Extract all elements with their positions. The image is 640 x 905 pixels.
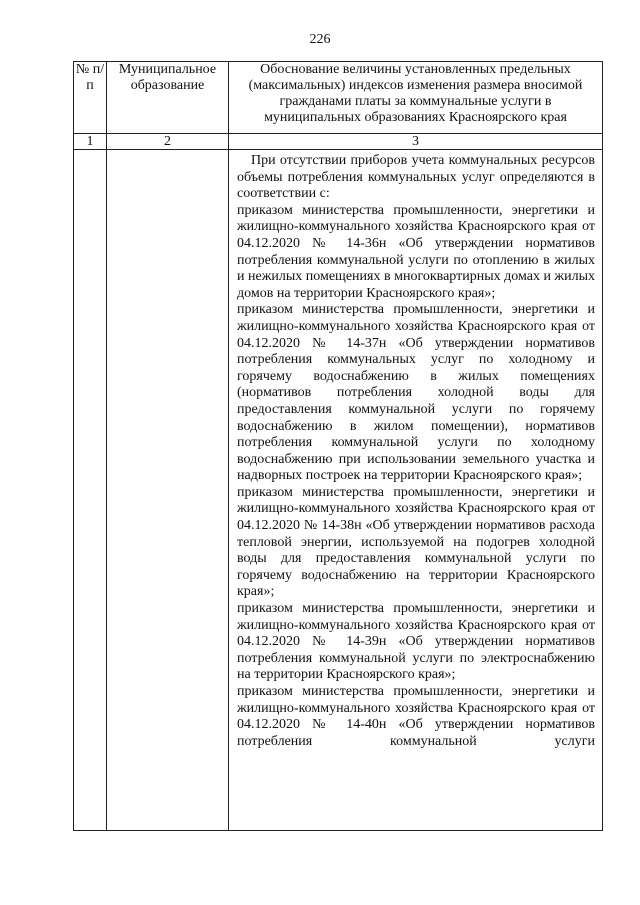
body-municipality-cell [107, 150, 229, 831]
header-justification-cell [229, 62, 603, 134]
table-header-row [74, 62, 603, 134]
paragraph-order-14-38n: приказом министерства промышленности, энергетики и жилищно-коммунального хозяйства Красноярского края от 04.12.2020 № 14-38н «Об утверждении нормативов расхода тепловой энергии, используемой на подогрев холодной воды для предоставления коммунальной услуги по горячему водоснабжению на территории Красноярского края»; [237, 484, 595, 600]
page-number: 226 [309, 32, 331, 47]
header-justification-text: Обоснование величины установленных предельных (максимальных) индексов изменения размера вносимой гражданами платы за коммунальные услуги в муниципальных образованиях Красноярского края [248, 62, 583, 125]
column-number-2: 2 [107, 134, 229, 150]
paragraph-order-14-37n: приказом министерства промышленности, энергетики и жилищно-коммунального хозяйства Красноярского края от 04.12.2020 № 14-37н «Об утверждении нормативов потребления коммунальных услуг по холодному и горячему водоснабжению в жилых помещениях (нормативов потребления холодной воды для предоставления коммунальной услуги по горячему водоснабжению в жилом помещении), нормативов потребления коммунальной услуги по холодному водоснабжению при использовании земельного участка и надворных построек на территории Красноярского края»; [237, 302, 595, 484]
paragraph-order-14-36n: приказом министерства промышленности, энергетики и жилищно-коммунального хозяйства Красноярского края от 04.12.2020 № 14-36н «Об утверждении нормативов потребления коммунальной услуги по отоплению в жилых и нежилых помещениях в многоквартирных домах и жилых домов на территории Красноярского края»; [237, 202, 595, 301]
paragraph-order-14-39n: приказом министерства промышленности, энергетики и жилищно-коммунального хозяйства Красноярского края от 04.12.2020 № 14-39н «Об утверждении нормативов потребления коммунальной услуги по электроснабжению на территории Красноярского края»; [237, 601, 595, 683]
justification-table [73, 61, 603, 831]
paragraph-order-14-40n: приказом министерства промышленности, энергетики и жилищно-коммунального хозяйства Красноярского края от 04.12.2020 № 14-40н «Об утверждении нормативов потребления коммунальной услуги [237, 684, 595, 749]
column-number-row [74, 134, 603, 150]
column-number-3: 3 [229, 134, 603, 150]
paragraph-intro: При отсутствии приборов учета коммунальных ресурсов объемы потребления коммунальных услуг определяются в соответствии с: [237, 153, 595, 202]
header-municipality-cell: Муниципальное образование [107, 62, 229, 134]
body-number-cell [74, 150, 107, 831]
body-justification-cell [229, 150, 603, 831]
justification-text [229, 150, 602, 750]
table-body-row [74, 150, 603, 831]
header-number-cell: № п/п [74, 62, 107, 134]
column-number-1: 1 [74, 134, 107, 150]
